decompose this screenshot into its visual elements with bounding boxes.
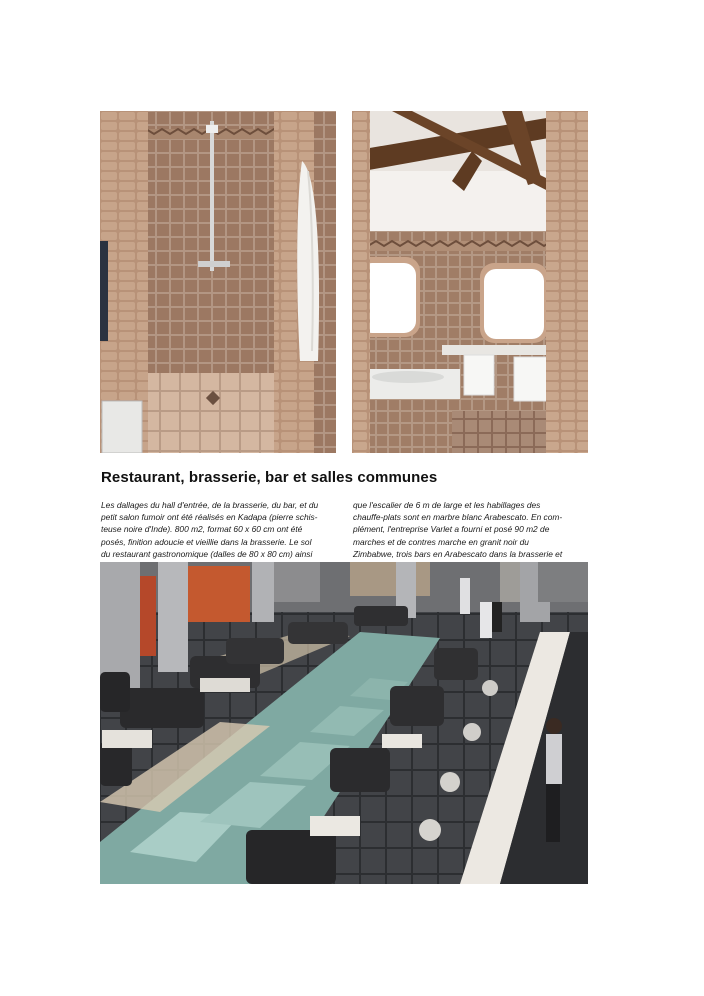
text-line: que l'escalier de 6 m de large et les habillages des (353, 500, 541, 510)
section-heading: Restaurant, brasserie, bar et salles communes (101, 469, 438, 486)
text-column-right (353, 499, 589, 560)
text-line: plément, l'entreprise Varlet a fourni et posé 90 m2 de (353, 524, 550, 535)
text-line: teuse noire d'Inde). 800 m2, format 60 x 60 cm ont été (101, 524, 303, 535)
photo-bathroom (352, 111, 588, 453)
photo-shower (100, 111, 336, 453)
text-line: du restaurant gastronomique (dalles de 80 x 80 cm) ainsi (101, 548, 313, 559)
text-line: chauffe-plats sont en marbre blanc Arabescato. En com- (353, 512, 563, 523)
text-line: Les dallages du hall d'entrée, de la brasserie, du bar, et du (101, 500, 319, 510)
text-line: marches et de contres marche en granit noir du (353, 536, 529, 547)
text-line: petit salon fumoir ont été réalisés en Kadapa (pierre schis- (101, 512, 318, 523)
text-column-left (101, 499, 337, 560)
photo-hall-brasserie (100, 562, 588, 884)
text-line: Zimbabwe, trois bars en Arabescato dans la brasserie et (353, 548, 563, 559)
text-line: posés, finition adoucie et vieillie dans la brasserie. Le sol (101, 536, 312, 547)
